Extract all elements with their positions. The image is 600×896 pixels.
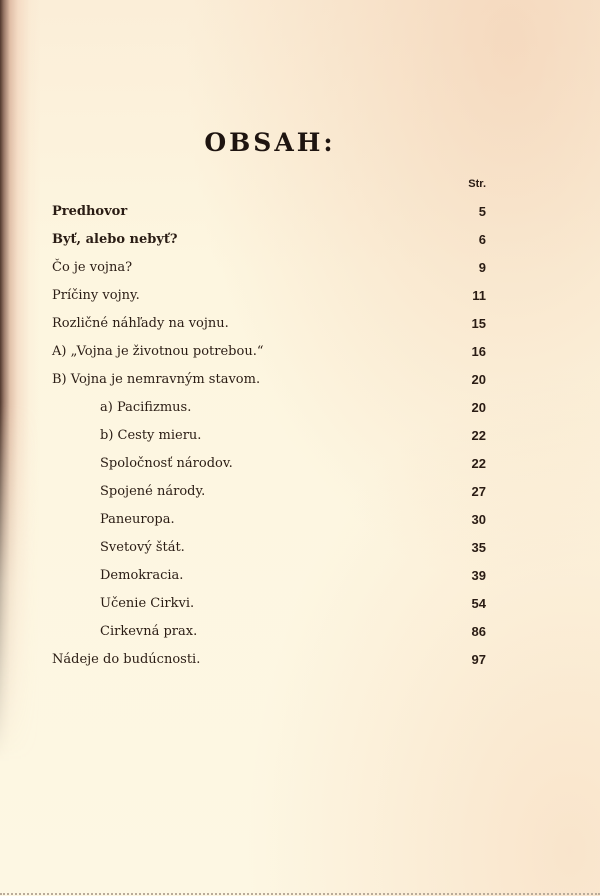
toc-entry <box>52 226 486 254</box>
toc-entry-page: 20 <box>471 372 486 387</box>
toc-entry-label: Čo je vojna? <box>52 260 133 275</box>
toc-entry-label: Učenie Cirkvi. <box>100 596 195 611</box>
toc-entry-page: 54 <box>471 596 486 611</box>
toc-entry-label: Demokracia. <box>100 568 184 583</box>
toc-entry-page: 22 <box>471 428 486 443</box>
toc-entry-page: 15 <box>471 316 486 331</box>
page-bottom-edge <box>0 893 600 895</box>
toc-entry-label: Cirkevná prax. <box>100 624 198 639</box>
toc-entry-label: Predhovor <box>52 204 128 219</box>
toc-entry-label: Rozličné náhľady na vojnu. <box>52 316 229 331</box>
toc-entry-label: Byť, alebo nebyť? <box>52 232 178 247</box>
toc-entry-label: b) Cesty mieru. <box>100 428 202 443</box>
toc-entry-label: B) Vojna je nemravným stavom. <box>52 372 261 387</box>
toc-subentry <box>52 534 486 562</box>
toc-entry <box>52 366 486 394</box>
toc-subentry <box>52 506 486 534</box>
toc-entry-page: 9 <box>478 260 486 275</box>
toc-entry-page: 35 <box>471 540 486 555</box>
toc-subentry <box>52 562 486 590</box>
toc-entry-page: 27 <box>471 484 486 499</box>
page-title: OBSAH: <box>204 128 336 157</box>
toc-entry-label: Paneuropa. <box>100 512 175 527</box>
table-of-contents <box>52 198 486 674</box>
toc-entry <box>52 254 486 282</box>
toc-entry-page: 11 <box>472 288 486 303</box>
toc-entry-label: A) „Vojna je životnou potrebou.“ <box>52 344 264 359</box>
toc-entry-page: 30 <box>471 512 486 527</box>
toc-entry <box>52 646 486 674</box>
toc-subentry <box>52 450 486 478</box>
toc-entry-label: Spojené národy. <box>100 484 206 499</box>
toc-entry <box>52 338 486 366</box>
toc-entry-page: 6 <box>478 232 486 247</box>
toc-entry-page: 86 <box>471 624 486 639</box>
toc-subentry <box>52 478 486 506</box>
toc-entry-page: 5 <box>478 204 486 219</box>
toc-entry-label: Nádeje do budúcnosti. <box>52 652 201 667</box>
toc-entry-label: a) Pacifizmus. <box>100 400 192 415</box>
toc-entry-page: 39 <box>471 568 486 583</box>
toc-entry-page: 20 <box>471 400 486 415</box>
toc-entry-label: Svetový štát. <box>100 540 185 555</box>
toc-entry-label: Príčiny vojny. <box>52 288 140 303</box>
toc-subentry <box>52 590 486 618</box>
toc-entry <box>52 198 486 226</box>
toc-entry <box>52 282 486 310</box>
toc-entry-page: 97 <box>471 652 486 667</box>
toc-entry-page: 22 <box>471 456 486 471</box>
toc-entry-label: Spoločnosť národov. <box>100 456 233 471</box>
page-column-header: Str. <box>468 178 486 190</box>
toc-subentry <box>52 394 486 422</box>
toc-subentry <box>52 422 486 450</box>
toc-entry-page: 16 <box>471 344 486 359</box>
toc-entry <box>52 310 486 338</box>
toc-subentry <box>52 618 486 646</box>
